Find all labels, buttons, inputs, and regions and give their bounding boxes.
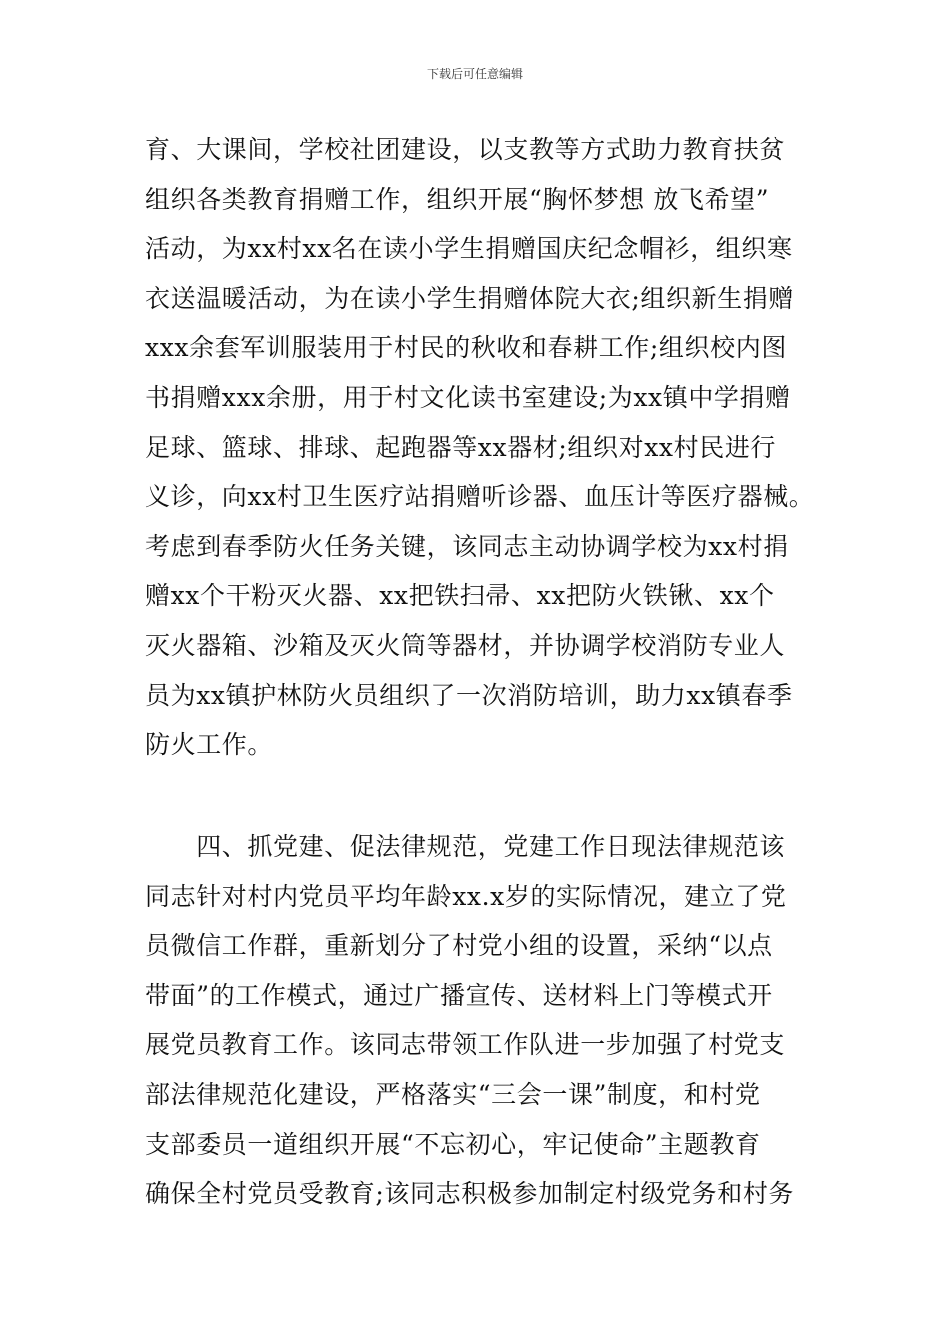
paragraph-2 — [145, 822, 815, 1219]
page-header-note: 下载后可任意编辑 — [426, 67, 523, 81]
text-line: 展党员教育工作。该同志带领工作队进一步加强了村党支 — [145, 1030, 786, 1060]
text-line: 组织各类教育捐赠工作，组织开展“胸怀梦想 放飞希望” — [145, 184, 770, 214]
text-line: 四、抓党建、促法律规范，党建工作日现法律规范该 — [145, 832, 786, 861]
text-line: 防火工作。 — [145, 730, 274, 760]
text-line: 考虑到春季防火任务关键，该同志主动协调学校为xx村捐 — [145, 531, 789, 561]
text-line: 育、大课间，学校社团建设，以支教等方式助力教育扶贫 — [145, 135, 786, 164]
text-line: 带面”的工作模式，通过广播宣传、送材料上门等模式开 — [145, 980, 773, 1010]
text-line: 员微信工作群，重新划分了村党小组的设置，采纳“以点 — [145, 931, 773, 961]
text-line: 支部委员一道组织开展“不忘初心，牢记使命”主题教育 — [145, 1129, 761, 1159]
text-line: 部法律规范化建设，严格落实“三会一课”制度，和村党 — [145, 1079, 761, 1109]
text-line: 活动，为xx村xx名在读小学生捐赠国庆纪念帽衫，组织寒 — [145, 234, 793, 264]
text-line: 员为xx镇护林防火员组织了一次消防培训，助力xx镇春季 — [145, 680, 793, 710]
paragraph-1 — [145, 125, 815, 770]
text-line: 足球、篮球、排球、起跑器等xx器材;组织对xx村民进行 — [145, 432, 777, 462]
text-line: 同志针对村内党员平均年龄xx.x岁的实际情况，建立了党 — [145, 881, 787, 911]
text-line: 义诊，向xx村卫生医疗站捐赠听诊器、血压计等医疗器械。 — [145, 482, 815, 512]
text-line: 灭火器箱、沙箱及灭火筒等器材，并协调学校消防专业人 — [145, 630, 786, 660]
text-line: 确保全村党员受教育;该同志积极参加制定村级党务和村务 — [145, 1179, 795, 1209]
text-line: xxx余套军训服装用于村民的秋收和春耕工作;组织校内图 — [145, 333, 787, 363]
text-line: 衣送温暖活动，为在读小学生捐赠体院大衣;组织新生捐赠 — [145, 283, 795, 313]
text-line: 赠xx个干粉灭火器、xx把铁扫帚、xx把防火铁锹、xx个 — [145, 581, 775, 611]
text-line: 书捐赠xxx余册，用于村文化读书室建设;为xx镇中学捐赠 — [145, 382, 791, 412]
